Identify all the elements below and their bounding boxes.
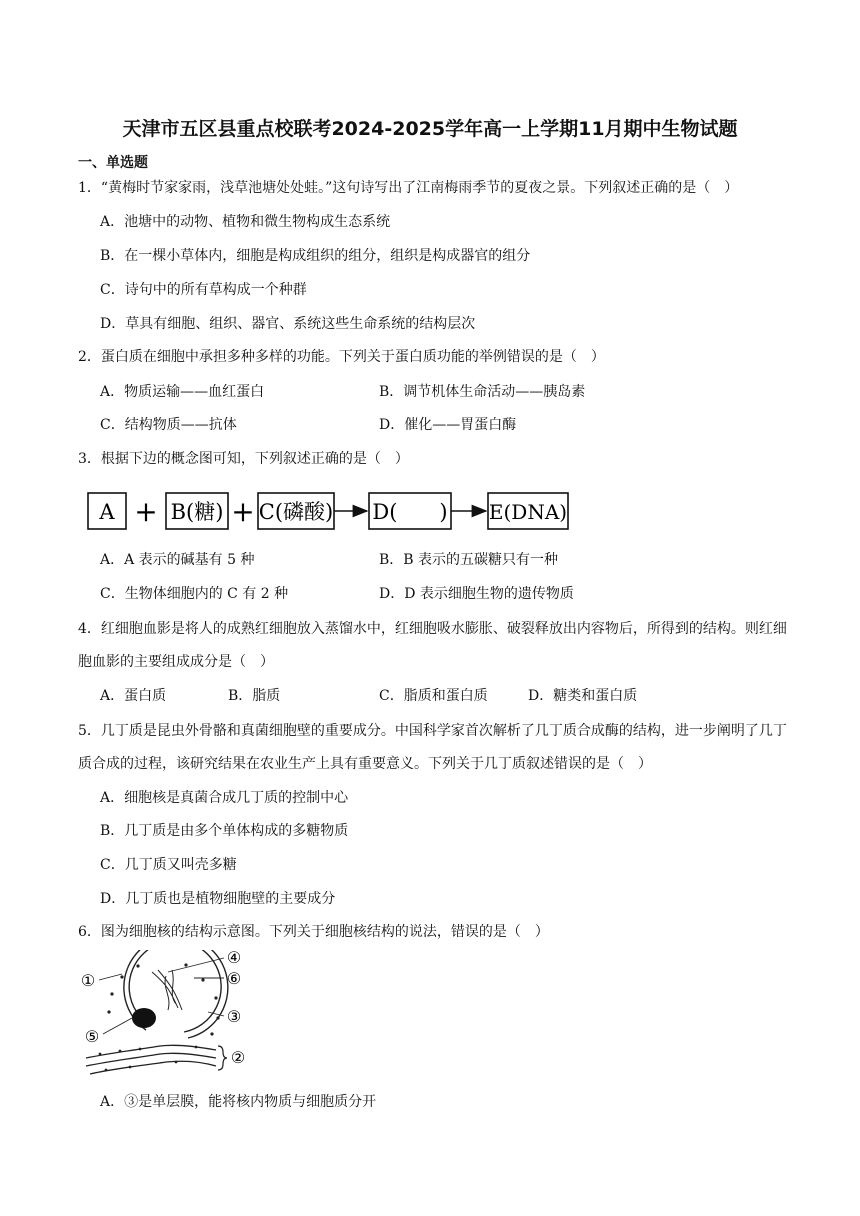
concept-map-diagram: [84, 486, 584, 534]
question-4-option-d[interactable]: D．糖类和蛋白质: [528, 688, 638, 704]
plus-sign-1: +: [134, 495, 158, 528]
question-3-option-a[interactable]: A．A 表示的碱基有 5 种: [100, 552, 255, 568]
question-6-option-a[interactable]: A．③是单层膜，能将核内物质与细胞质分开: [100, 1094, 377, 1110]
box-c-label: C(磷酸): [258, 500, 334, 524]
question-4-stem: 4．红细胞血影是将人的成熟红细胞放入蒸馏水中，红细胞吸水膨胀、破裂释放出内容物后，所得到的结构。则红细胞血影的主要组成成分是（ ）: [78, 621, 787, 670]
question-5-option-a[interactable]: A．细胞核是真菌合成几丁质的控制中心: [100, 790, 349, 806]
question-3-option-c[interactable]: C．生物体细胞内的 C 有 2 种: [100, 586, 289, 602]
question-2-option-d[interactable]: D．催化——胃蛋白酶: [379, 417, 517, 433]
label-5: ⑤: [84, 1027, 100, 1046]
question-4-option-c[interactable]: C．脂质和蛋白质: [379, 688, 488, 704]
section-heading: 一、单选题: [78, 155, 148, 171]
question-2-option-b[interactable]: B．调节机体生命活动——胰岛素: [379, 384, 586, 400]
question-2-option-c[interactable]: C．结构物质——抗体: [100, 417, 237, 433]
box-d-label: D( ): [372, 500, 448, 524]
question-5-option-b[interactable]: B．几丁质是由多个单体构成的多糖物质: [100, 823, 349, 839]
question-3-option-b[interactable]: B．B 表示的五碳糖只有一种: [379, 552, 559, 568]
question-3-stem: 3．根据下边的概念图可知，下列叙述正确的是（ ）: [78, 451, 409, 467]
label-6: ⑥: [226, 969, 242, 988]
nucleus-structure-diagram: [76, 950, 256, 1080]
question-2-stem: 2．蛋白质在细胞中承担多种多样的功能。下列关于蛋白质功能的举例错误的是（ ）: [78, 349, 605, 365]
question-1-option-c[interactable]: C．诗句中的所有草构成一个种群: [100, 282, 307, 298]
label-1: ①: [80, 971, 96, 990]
question-1-option-d[interactable]: D．草具有细胞、组织、器官、系统这些生命系统的结构层次: [100, 316, 476, 332]
question-1-option-a[interactable]: A．池塘中的动物、植物和微生物构成生态系统: [100, 214, 391, 230]
question-2-option-a[interactable]: A．物质运输——血红蛋白: [100, 384, 265, 400]
question-1-option-b[interactable]: B．在一棵小草体内，细胞是构成组织的组分，组织是构成器官的组分: [100, 248, 531, 264]
question-1-stem: 1．“黄梅时节家家雨，浅草池塘处处蛙。”这句诗写出了江南梅雨季节的夏夜之景。下列叙述正确的是（ ）: [78, 180, 739, 196]
box-b-label: B(糖): [170, 500, 224, 524]
question-5-option-d[interactable]: D．几丁质也是植物细胞壁的主要成分: [100, 891, 336, 907]
question-5-stem: 5．几丁质是昆虫外骨骼和真菌细胞壁的重要成分。中国科学家首次解析了几丁质合成酶的结构，进一步阐明了几丁质合成的过程，该研究结果在农业生产上具有重要意义。下列关于几丁质叙述错误的是（ ）: [78, 723, 787, 772]
question-3-option-d[interactable]: D．D 表示细胞生物的遗传物质: [379, 586, 574, 602]
box-a-label: A: [99, 500, 115, 524]
nucleolus: [132, 1008, 156, 1028]
box-e-label: E(DNA): [488, 500, 568, 524]
page-title: 天津市五区县重点校联考2024-2025学年高一上学期11月期中生物试题: [122, 118, 738, 140]
question-5-option-c[interactable]: C．几丁质又叫壳多糖: [100, 857, 237, 873]
plus-sign-2: +: [231, 495, 255, 528]
label-2: ②: [230, 1048, 246, 1067]
question-4-option-b[interactable]: B．脂质: [228, 688, 281, 704]
label-3: ③: [226, 1007, 242, 1026]
label-4: ④: [226, 950, 242, 967]
question-4-option-a[interactable]: A．蛋白质: [100, 688, 167, 704]
question-6-stem: 6．图为细胞核的结构示意图。下列关于细胞核结构的说法，错误的是（ ）: [78, 924, 549, 940]
